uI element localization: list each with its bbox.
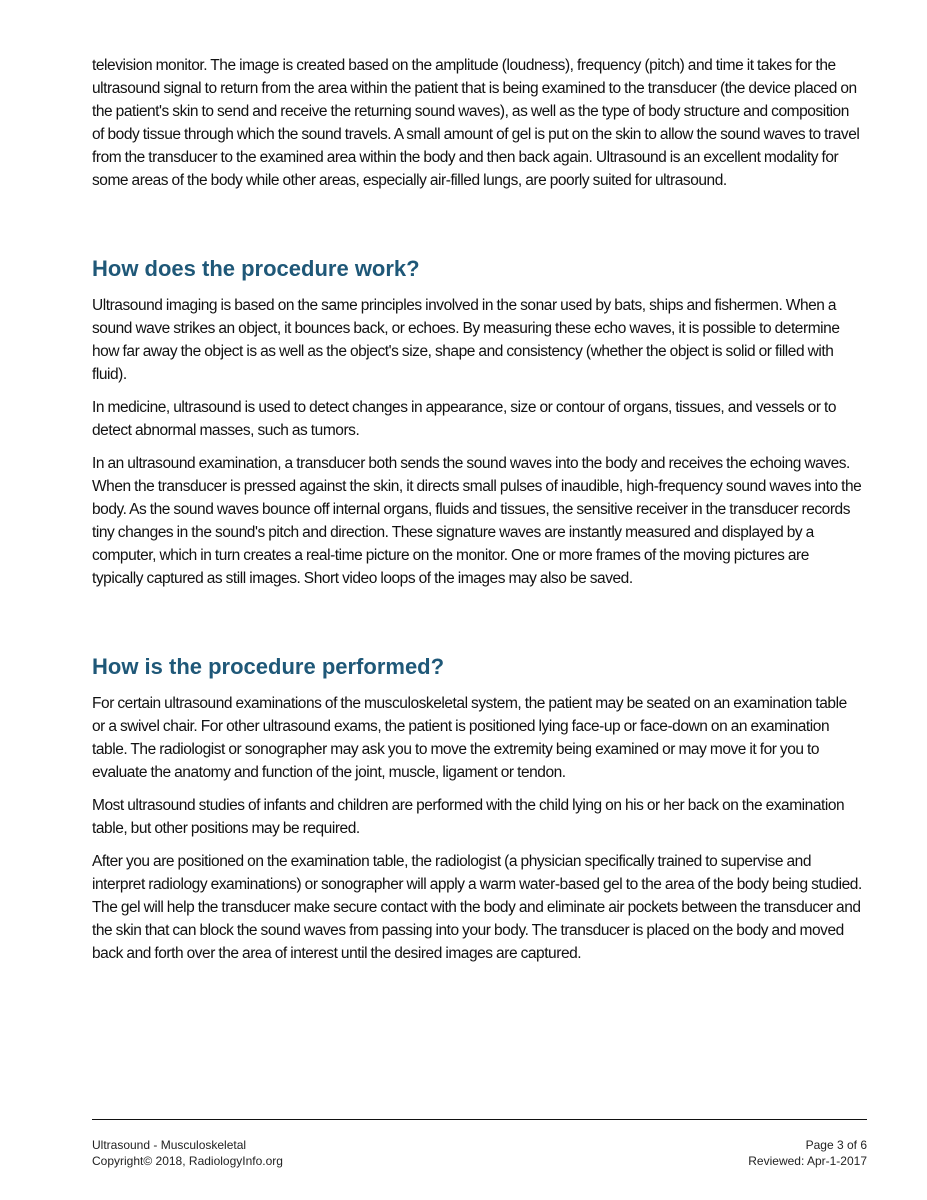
intro-paragraph: television monitor. The image is created based on the amplitude (loudness), frequency (pitch) and time it takes for the ultrasound signal to return from the area within the patient that is being examined to the transducer (the device placed on the patient's skin to send and receive the returning sound waves), as well as the type of body structure and composition of body tissue through which the sound travels. A small amount of gel is put on the skin to allow the sound waves to travel from the transducer to the examined area within the body and then back again. Ultrasound is an excellent modality for some areas of the body while other areas, especially air-filled lungs, are poorly suited for ultrasound. (92, 57, 860, 189)
footer-row-bottom (92, 1153, 867, 1169)
body-paragraph: Most ultrasound studies of infants and children are performed with the child lying on his or her back on the examination table, but other positions may be required. (92, 797, 845, 837)
section-heading: How does the procedure work? (92, 256, 420, 281)
footer-page-number: Page 3 of 6 (805, 1138, 867, 1152)
page-footer (92, 1119, 867, 1169)
body-paragraph: In an ultrasound examination, a transducer both sends the sound waves into the body and receives the echoing waves. When the transducer is pressed against the skin, it directs small pulses of inaudible, high-frequency sound waves into the body. As the sound waves bounce off internal organs, fluids and tissues, the sensitive receiver in the transducer records tiny changes in the sound's pitch and direction. These signature waves are instantly measured and displayed by a computer, which in turn creates a real-time picture on the monitor. One or more frames of the moving pictures are typically captured as still images. Short video loops of the images may also be saved. (92, 455, 862, 587)
footer-copyright: Copyright© 2018, RadiologyInfo.org (92, 1154, 283, 1168)
page-content (92, 54, 862, 975)
section-how-procedure-works (92, 255, 862, 590)
body-paragraph: For certain ultrasound examinations of the musculoskeletal system, the patient may be seated on an examination table or a swivel chair. For other ultrasound exams, the patient is positioned lying face-up or face-down on an examination table. The radiologist or sonographer may ask you to move the extremity being examined or may move it for you to evaluate the anatomy and function of the joint, muscle, ligament or tendon. (92, 695, 847, 781)
footer-row-top (92, 1137, 867, 1153)
body-paragraph: After you are positioned on the examination table, the radiologist (a physician specifically trained to supervise and interpret radiology examinations) or sonographer will apply a warm water-based gel to the area of the body being studied. The gel will help the transducer make secure contact with the body and eliminate air pockets between the transducer and the skin that can block the sound waves from passing into your body. The transducer is placed on the body and moved back and forth over the area of interest until the desired images are captured. (92, 853, 862, 962)
footer-doc-title: Ultrasound - Musculoskeletal (92, 1138, 247, 1152)
section-how-procedure-performed (92, 653, 862, 965)
footer-reviewed-date: Reviewed: Apr-1-2017 (748, 1154, 867, 1168)
body-paragraph: In medicine, ultrasound is used to detect changes in appearance, size or contour of organs, tissues, and vessels or to detect abnormal masses, such as tumors. (92, 399, 837, 439)
body-paragraph: Ultrasound imaging is based on the same principles involved in the sonar used by bats, ships and fishermen. When a sound wave strikes an object, it bounces back, or echoes. By measuring these echo waves, it is possible to determine how far away the object is as well as the object's size, shape and consistency (whether the object is solid or filled with fluid). (92, 297, 840, 383)
section-heading: How is the procedure performed? (92, 654, 445, 679)
